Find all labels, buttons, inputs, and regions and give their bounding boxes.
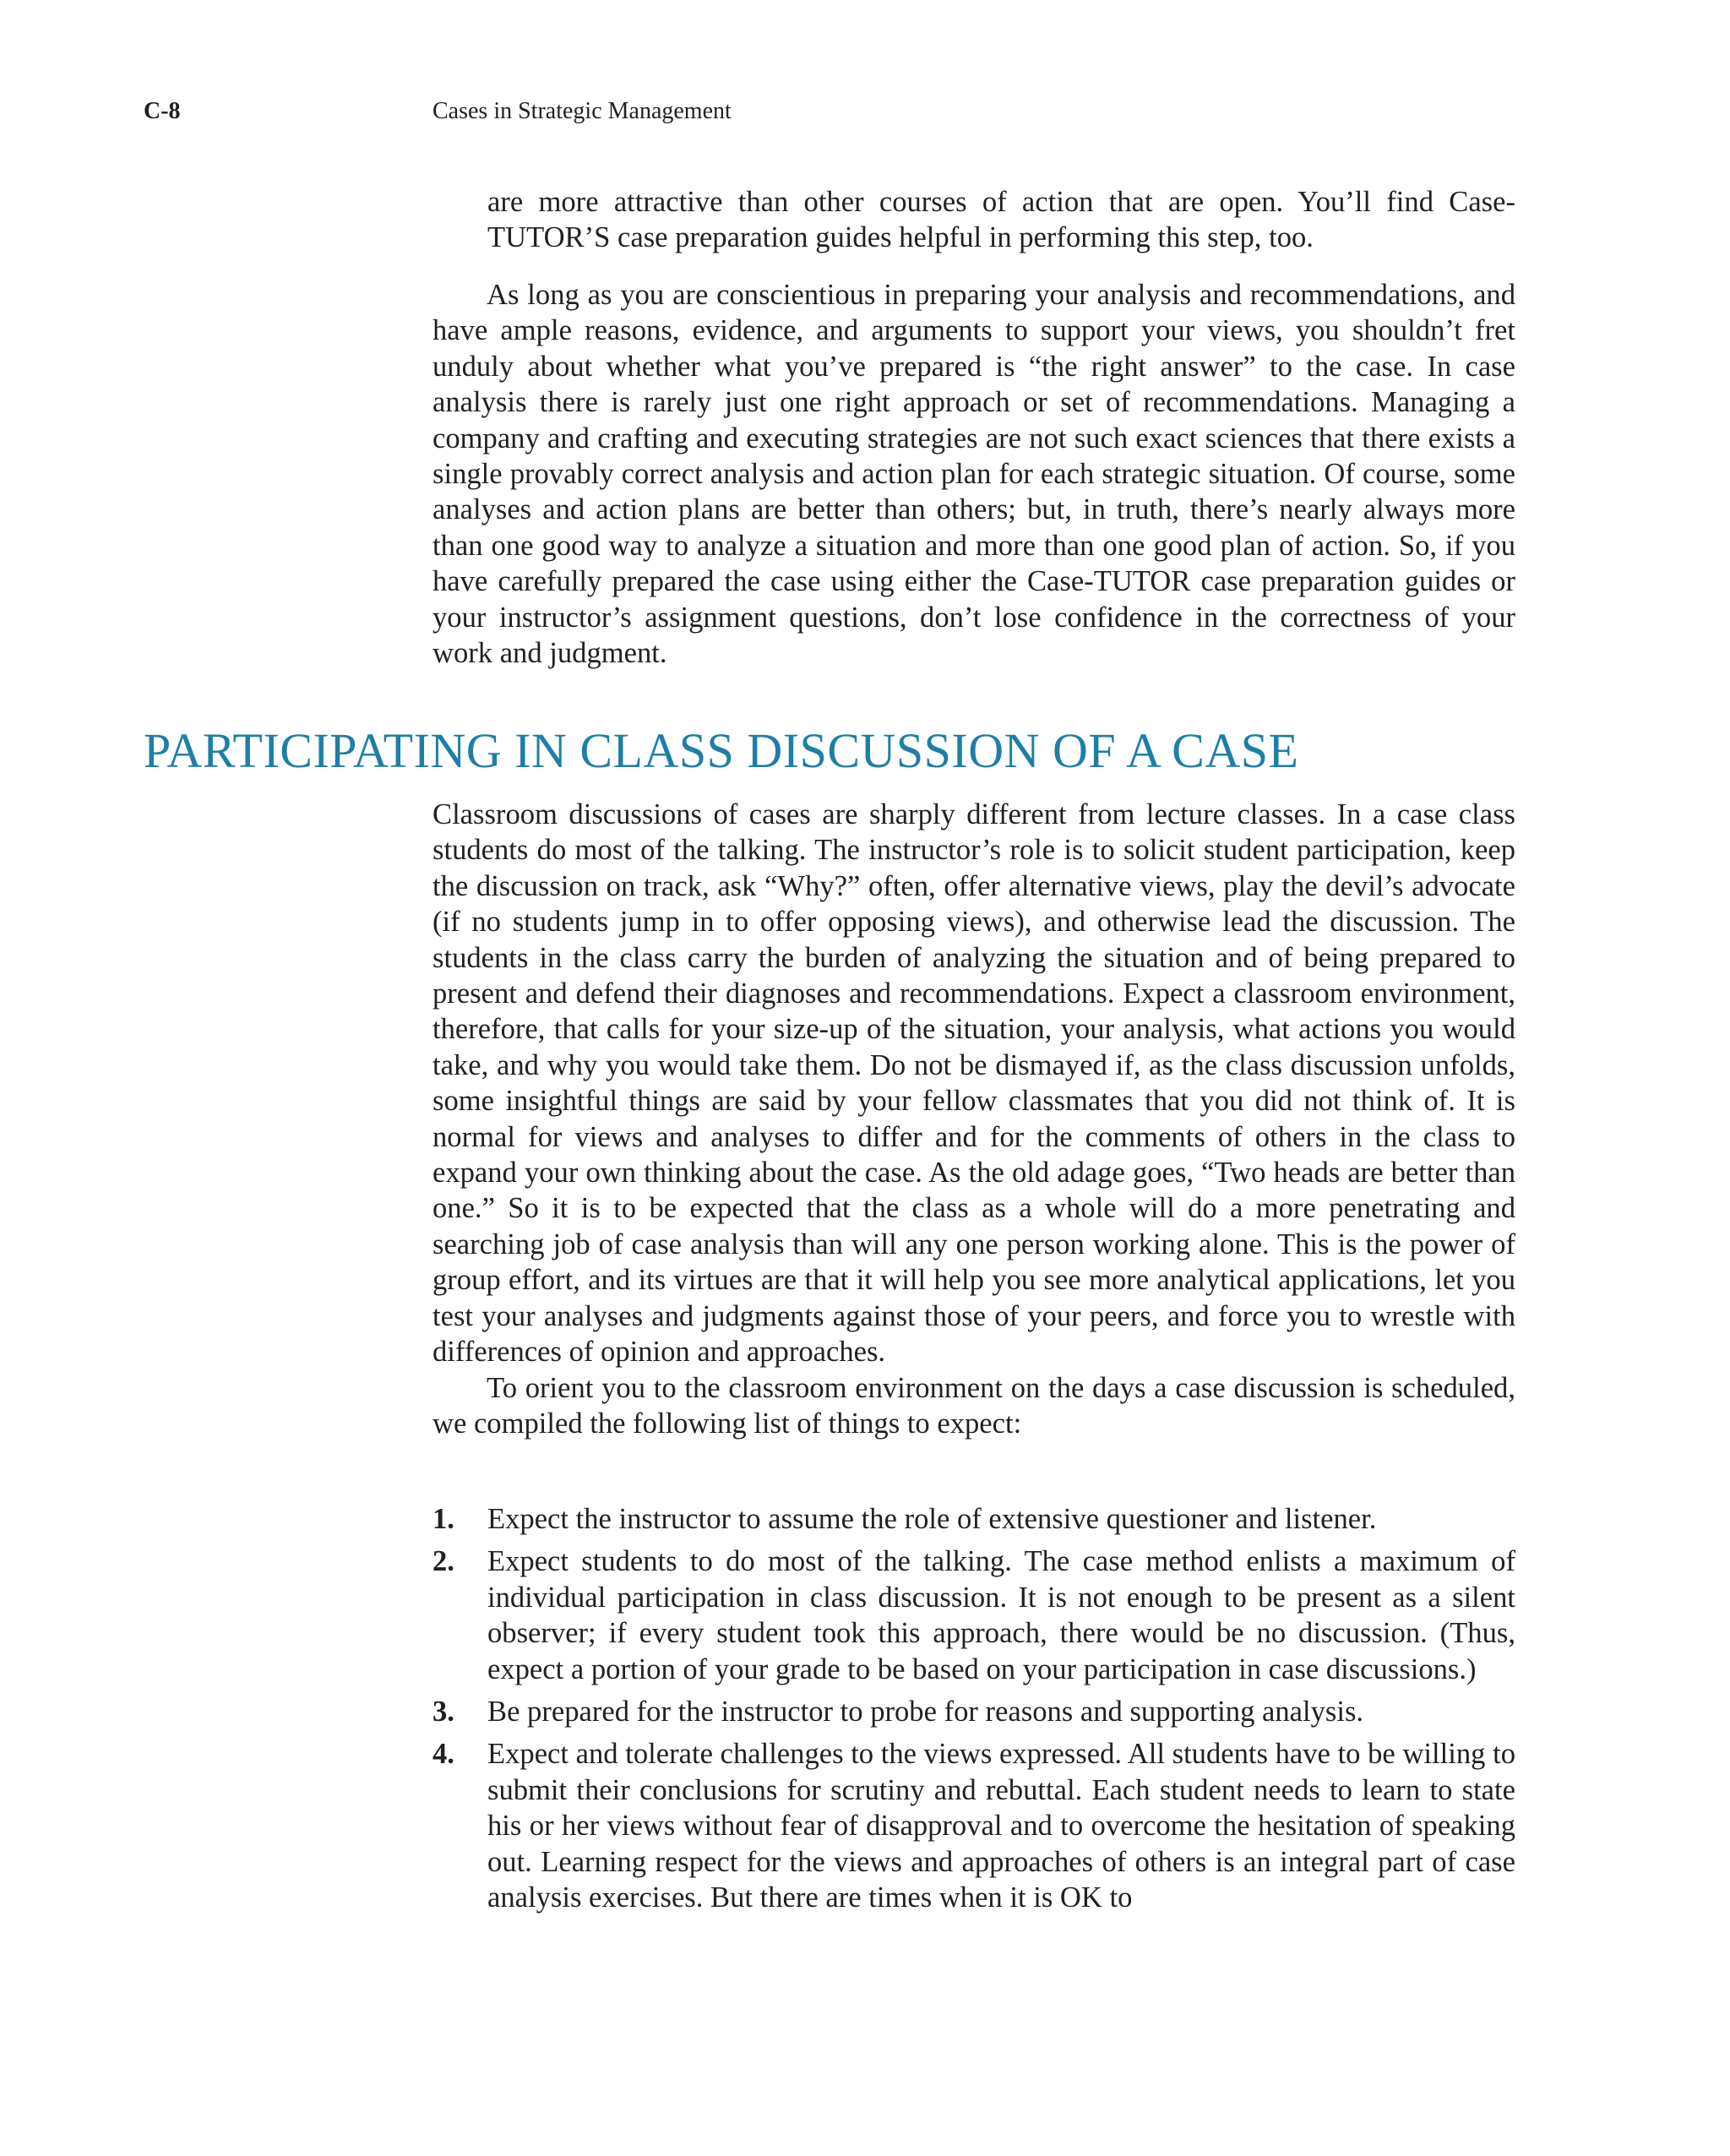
list-number: 2. [432, 1545, 454, 1578]
list-number: 3. [432, 1696, 454, 1729]
list-item-text: Be prepared for the instructor to probe for reasons and supporting analysis. [487, 1696, 1364, 1729]
intro-block [432, 277, 1515, 671]
section-paragraph: To orient you to the classroom environment on the days a case discussion is scheduled, we compiled the following list of things to expect: [432, 1371, 1515, 1440]
list-item [432, 1694, 1515, 1729]
section-heading: PARTICIPATING IN CLASS DISCUSSION OF A CASE [144, 723, 1299, 778]
list-item [432, 1736, 1515, 1915]
expectations-list [432, 1501, 1515, 1922]
list-item-text: Expect students to do most of the talking. The case method enlists a maximum of individual participation in class discussion. It is not enough to be present as a silent observer; if every student took this approach, there would be no discussion. (Thus, expect a portion of your grade to be based on your participation in case discussions.) [487, 1545, 1515, 1685]
list-item-text: Expect the instructor to assume the role of extensive questioner and listener. [487, 1503, 1377, 1535]
list-item [432, 1501, 1515, 1537]
continuation-paragraph: are more attractive than other courses of action that are open. You’ll find Case-TUTOR’S case preparation guides helpful in performing this step, too. [487, 186, 1515, 254]
body-paragraph: As long as you are conscientious in preparing your analysis and recommendations, and have ample reasons, evidence, and arguments to support your views, you shouldn’t fret unduly about whether what you’ve prepared is “the right answer” to the case. In case analysis there is rarely just one right approach or set of recommendations. Managing a company and crafting and executing strategies are not such exact sciences that there exists a single provably correct analysis and action plan for each strategic situation. Of course, some analyses and action plans are better than others; but, in truth, there’s nearly always more than one good way to analyze a situation and more than one good plan of action. So, if you have carefully prepared the case using either the Case-TUTOR case preparation guides or your instructor’s assignment questions, don’t lose confidence in the correctness of your work and judgment. [432, 279, 1515, 670]
running-head: Cases in Strategic Management [432, 98, 732, 124]
section-paragraph: Classroom discussions of cases are sharply different from lecture classes. In a case class students do most of the talking. The instructor’s role is to solicit student participation, keep the discussion on track, ask “Why?” often, offer alternative views, play the devil’s advocate (if no students jump in to offer opposing views), and otherwise lead the discussion. The students in the class carry the burden of analyzing the situation and of being prepared to present and defend their diagnoses and recommendations. Expect a classroom environment, therefore, that calls for your size-up of the situation, your analysis, what actions you would take, and why you would take them. Do not be dismayed if, as the class discussion unfolds, some insightful things are said by your fellow classmates that you did not think of. It is normal for views and analyses to differ and for the comments of others in the class to expand your own thinking about the case. As the old adage goes, “Two heads are better than one.” So it is to be expected that the class as a whole will do a more penetrating and searching job of case analysis than will any one person working alone. This is the power of group effort, and its virtues are that it will help you see more analytical applications, let you test your analyses and judgments against those of your peers, and force you to wrestle with differences of opinion and approaches. [432, 798, 1515, 1369]
list-number: 4. [432, 1738, 454, 1771]
section-body [432, 797, 1515, 1441]
continuation-block [487, 184, 1515, 256]
list-item [432, 1544, 1515, 1687]
list-number: 1. [432, 1503, 454, 1535]
list-item-text: Expect and tolerate challenges to the views expressed. All students have to be willing to submit their conclusions for scrutiny and rebuttal. Each student needs to learn to state his or her views without fear of disapproval and to overcome the hesitation of speaking out. Learning respect for the views and approaches of others is an integral part of case analysis exercises. But there are times when it is OK to [487, 1738, 1515, 1914]
page-number: C-8 [144, 98, 181, 124]
